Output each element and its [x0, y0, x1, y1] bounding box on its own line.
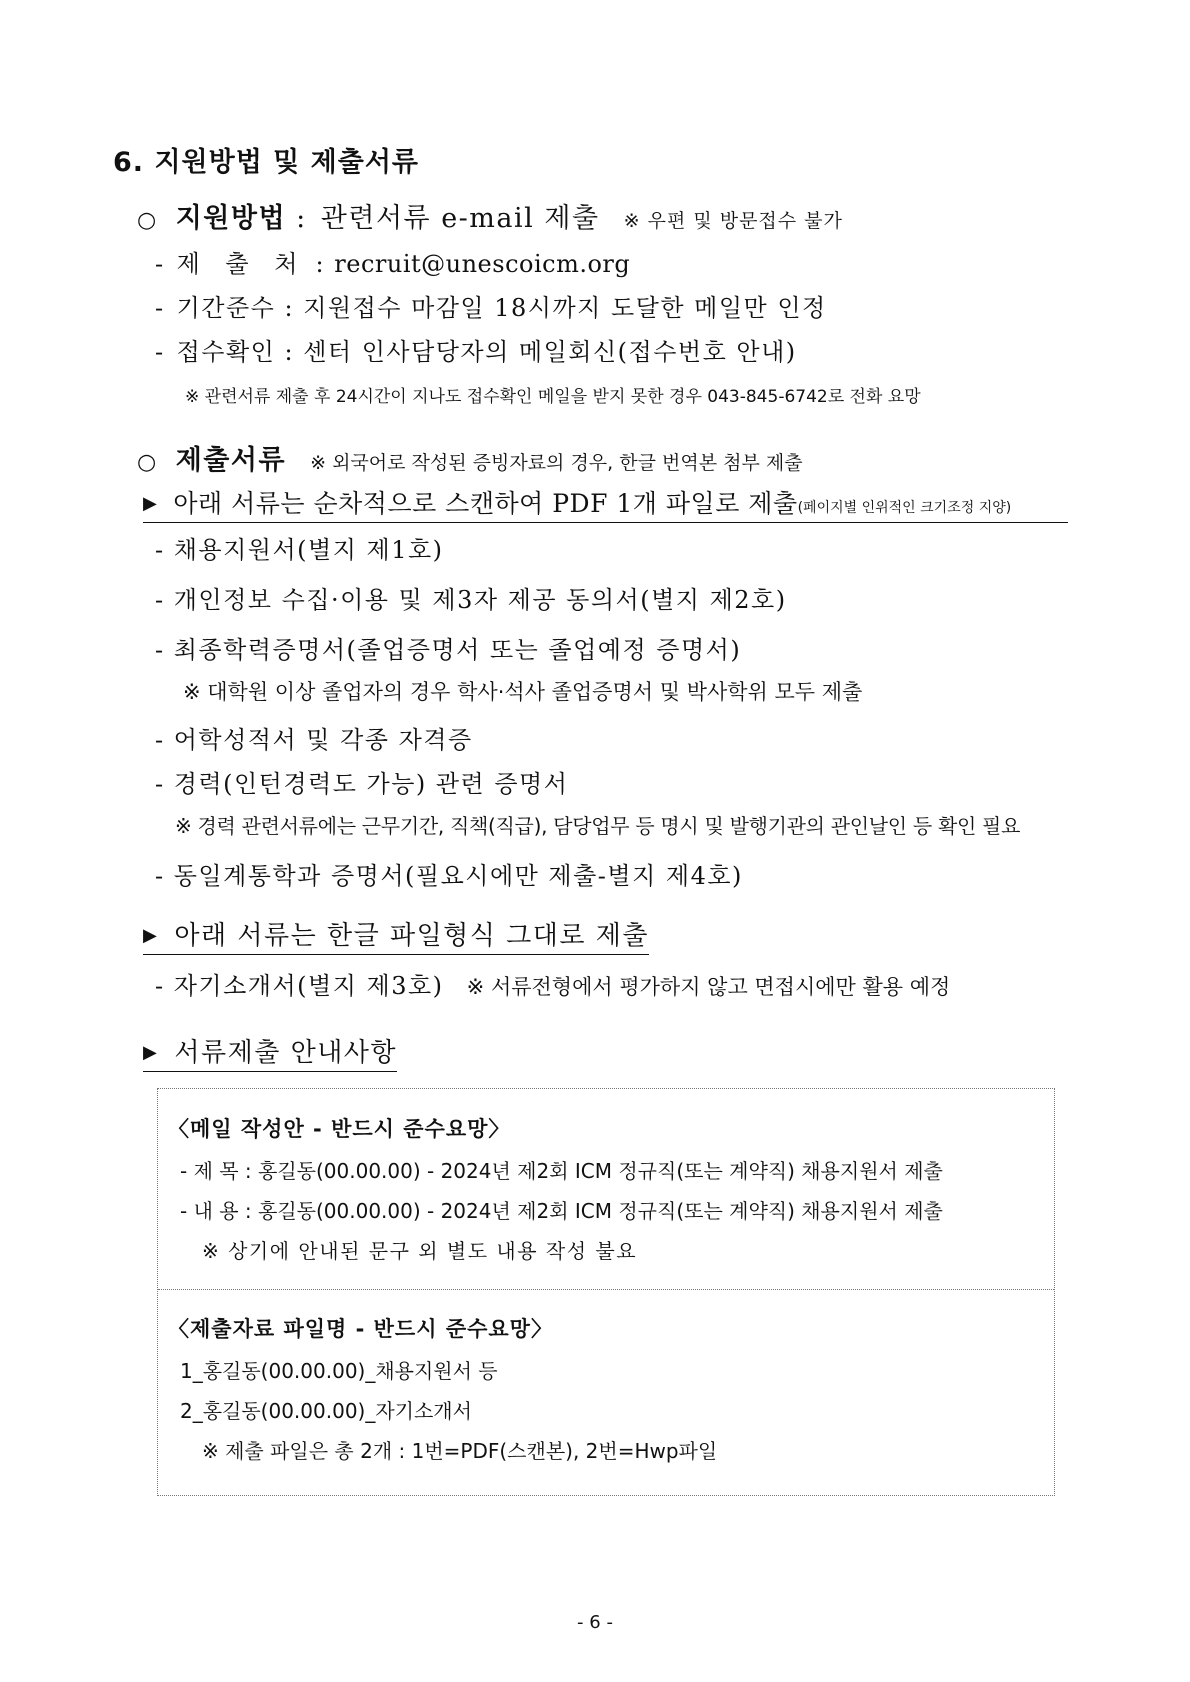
file-note: ※ 제출 파일은 총 2개 : 1번=PDF(스캔본), 2번=Hwp파일	[202, 1439, 718, 1463]
page-number: - 6 -	[577, 1612, 613, 1633]
dash: -	[155, 294, 165, 322]
apply-item-confirm	[155, 332, 797, 367]
apply-method-label: 지원방법	[175, 203, 287, 234]
mail-subject-line: - 제 목 : 홍길동(00.00.00) - 2024년 제2회 ICM 정규직(또는 계약직) 채용지원서 제출	[180, 1159, 943, 1183]
dash: -	[155, 338, 165, 366]
pdf-item-education-cert: - 최종학력증명서(졸업증명서 또는 졸업예정 증명서)	[155, 636, 742, 664]
pdf-item-privacy-consent: - 개인정보 수집·이용 및 제3자 제공 동의서(별지 제2호)	[155, 586, 787, 614]
apply-item-sep: :	[275, 338, 304, 366]
apply-item-label: 접수확인	[176, 338, 276, 366]
pdf-group-title: 아래 서류는 순차적으로 스캔하여 PDF 1개 파일로 제출	[173, 489, 798, 518]
apply-item-email[interactable]: recruit@unescoicm.org	[334, 250, 631, 278]
docs-line	[137, 438, 803, 477]
apply-item-destination	[155, 244, 630, 279]
pdf-item-application: - 채용지원서(별지 제1호)	[155, 536, 444, 564]
file-name-2: 2_홍길동(00.00.00)_자기소개서	[180, 1399, 472, 1423]
triangle-right-icon: ▶	[143, 1042, 159, 1063]
docs-bullet: ○	[137, 450, 158, 475]
dash: -	[155, 250, 165, 278]
apply-item-text: 지원접수 마감일 18시까지 도달한 메일만 인정	[303, 294, 827, 322]
pdf-note-career: ※ 경력 관련서류에는 근무기간, 직책(직급), 담당업무 등 명시 및 발행기관의 관인날인 등 확인 필요	[175, 814, 1021, 838]
hwp-item-self-intro: - 자기소개서(별지 제3호)	[155, 972, 444, 1000]
submission-guide-box	[157, 1088, 1055, 1496]
box-divider	[158, 1289, 1054, 1290]
triangle-right-icon: ▶	[143, 925, 159, 946]
apply-item-deadline	[155, 288, 827, 323]
apply-item-label: 제 출 처	[176, 250, 307, 278]
apply-item-sep: :	[306, 250, 335, 278]
apply-method-text: 관련서류 e-mail 제출	[320, 203, 600, 234]
pdf-item-language-cert: - 어학성적서 및 각종 자격증	[155, 726, 473, 754]
hwp-item-note: ※ 서류전형에서 평가하지 않고 면접시에만 활용 예정	[466, 975, 951, 999]
guide-group-title: 서류제출 안내사항	[174, 1038, 398, 1068]
apply-footnote: ※ 관련서류 제출 후 24시간이 지나도 접수확인 메일을 받지 못한 경우 043-845-6742로 전화 요망	[185, 387, 921, 407]
file-name-1: 1_홍길동(00.00.00)_채용지원서 등	[180, 1359, 498, 1383]
docs-note: ※ 외국어로 작성된 증빙자료의 경우, 한글 번역본 첨부 제출	[310, 452, 803, 474]
pdf-item-major-cert: - 동일계통학과 증명서(필요시에만 제출-별지 제4호)	[155, 862, 743, 890]
hwp-group-title: 아래 서류는 한글 파일형식 그대로 제출	[174, 921, 650, 951]
triangle-right-icon: ▶	[143, 493, 158, 514]
mail-template-title: 〈메일 작성안 - 반드시 준수요망〉	[168, 1117, 511, 1141]
hwp-group-heading	[143, 915, 649, 955]
docs-label: 제출서류	[175, 445, 287, 476]
apply-bullet: ○	[137, 208, 158, 233]
apply-item-text: 센터 인사담당자의 메일회신(접수번호 안내)	[303, 338, 797, 366]
apply-item-label: 기간준수	[176, 294, 276, 322]
pdf-group-title-suffix: (페이지별 인위적인 크기조정 지양)	[797, 500, 1012, 516]
mail-body-line: - 내 용 : 홍길동(00.00.00) - 2024년 제2회 ICM 정규직(또는 계약직) 채용지원서 제출	[180, 1199, 943, 1223]
apply-method-sep: :	[286, 203, 317, 234]
apply-method-note: ※ 우편 및 방문접수 불가	[623, 210, 843, 232]
apply-method-line	[137, 196, 843, 235]
pdf-group-heading	[143, 484, 1068, 523]
section-heading: 6. 지원방법 및 제출서류	[113, 147, 419, 178]
pdf-item-career-cert: - 경력(인턴경력도 가능) 관련 증명서	[155, 770, 569, 798]
guide-group-heading	[143, 1032, 397, 1072]
pdf-note-education: ※ 대학원 이상 졸업자의 경우 학사·석사 졸업증명서 및 박사학위 모두 제출	[183, 680, 863, 704]
apply-item-sep: :	[275, 294, 304, 322]
hwp-item-line	[155, 966, 950, 1001]
mail-note: ※ 상기에 안내된 문구 외 별도 내용 작성 불요	[202, 1239, 638, 1263]
file-name-title: 〈제출자료 파일명 - 반드시 준수요망〉	[168, 1317, 553, 1341]
